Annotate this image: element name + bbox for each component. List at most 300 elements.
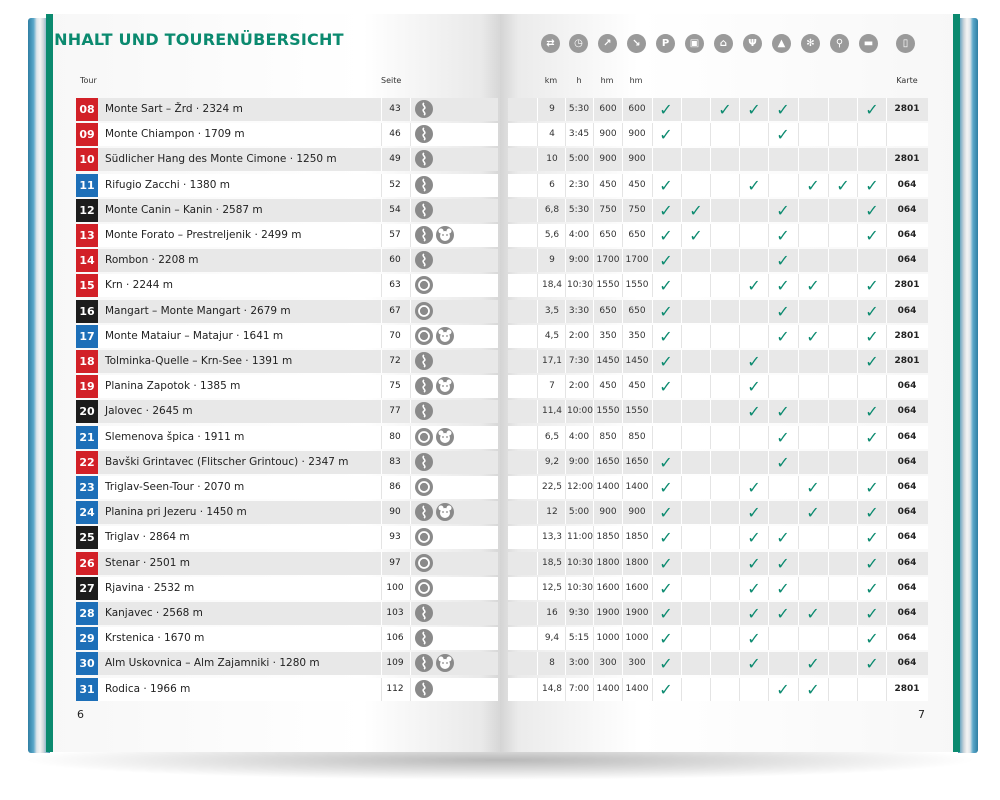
tour-up: 1700 — [596, 255, 620, 265]
tour-down: 1800 — [625, 558, 649, 568]
family-icon — [436, 377, 454, 395]
column-divider — [593, 148, 594, 171]
column-divider — [622, 174, 623, 197]
column-divider — [681, 249, 682, 272]
column-divider — [739, 451, 740, 474]
column-divider — [622, 199, 623, 222]
tour-name: Monte Chiampon · 1709 m — [105, 128, 245, 140]
table-row — [76, 350, 498, 373]
page-ref: 60 — [389, 255, 401, 265]
map-number: 064 — [897, 633, 917, 643]
table-row — [76, 148, 498, 171]
column-divider — [622, 249, 623, 272]
column-divider — [857, 123, 858, 146]
column-divider — [652, 451, 653, 474]
tour-down: 1900 — [625, 608, 649, 618]
column-divider — [828, 627, 829, 650]
difficulty-medium-icon — [415, 503, 433, 521]
tour-h: 10:30 — [567, 583, 593, 593]
column-divider — [886, 451, 887, 474]
column-divider — [798, 98, 799, 121]
column-divider — [565, 148, 566, 171]
column-divider — [652, 300, 653, 323]
check-icon: ✓ — [659, 503, 673, 522]
column-divider — [622, 577, 623, 600]
tour-down: 900 — [628, 129, 646, 139]
column-divider — [565, 577, 566, 600]
family-icon — [436, 428, 454, 446]
tour-km: 5,6 — [544, 230, 560, 240]
column-divider — [537, 577, 538, 600]
column-divider — [537, 350, 538, 373]
column-divider — [681, 602, 682, 625]
tour-number: 12 — [76, 199, 98, 222]
column-divider — [739, 274, 740, 297]
column-divider — [410, 552, 411, 575]
tour-name: Tolminka-Quelle – Krn-See · 1391 m — [105, 355, 293, 367]
column-divider — [798, 552, 799, 575]
page-ref: 43 — [389, 104, 401, 114]
tour-number: 13 — [76, 224, 98, 247]
column-divider — [828, 426, 829, 449]
column-divider — [768, 451, 769, 474]
column-divider — [828, 501, 829, 524]
column-divider — [710, 199, 711, 222]
difficulty-medium-icon — [415, 150, 433, 168]
header-km: km — [544, 76, 558, 85]
check-icon: ✓ — [865, 327, 879, 346]
tour-up: 1550 — [596, 406, 620, 416]
difficulty-medium-icon — [415, 251, 433, 269]
tour-name: Stenar · 2501 m — [105, 557, 190, 569]
table-row — [508, 274, 928, 297]
tour-up: 650 — [599, 230, 617, 240]
tour-down: 650 — [628, 230, 646, 240]
tour-name: Krn · 2244 m — [105, 279, 173, 291]
tour-down: 1550 — [625, 280, 649, 290]
column-divider — [593, 400, 594, 423]
check-icon: ✓ — [659, 453, 673, 472]
column-divider — [652, 224, 653, 247]
column-divider — [710, 678, 711, 701]
check-icon: ✓ — [865, 579, 879, 598]
tour-h: 3:00 — [568, 658, 590, 668]
page-ref: 70 — [389, 331, 401, 341]
column-divider — [739, 476, 740, 499]
check-icon: ✓ — [776, 251, 790, 270]
column-divider — [622, 451, 623, 474]
tour-h: 5:00 — [568, 154, 590, 164]
hut-icon: ▲ — [772, 34, 791, 53]
column-divider — [622, 627, 623, 650]
page-ref: 109 — [386, 658, 404, 668]
winter-icon: ✻ — [801, 34, 820, 53]
tour-down: 1000 — [625, 633, 649, 643]
check-icon: ✓ — [776, 554, 790, 573]
tour-down: 650 — [628, 306, 646, 316]
column-divider — [537, 375, 538, 398]
tour-up: 450 — [599, 180, 617, 190]
tour-up: 1400 — [596, 684, 620, 694]
column-divider — [565, 274, 566, 297]
column-divider — [739, 602, 740, 625]
column-divider — [857, 199, 858, 222]
column-divider — [652, 476, 653, 499]
page-number-right: 7 — [918, 708, 925, 721]
table-row — [76, 501, 498, 524]
table-row — [76, 274, 498, 297]
column-divider — [652, 400, 653, 423]
tour-number: 26 — [76, 552, 98, 575]
check-icon: ✓ — [836, 176, 850, 195]
column-divider — [768, 375, 769, 398]
tour-h: 3:30 — [568, 306, 590, 316]
column-divider — [652, 426, 653, 449]
tour-down: 1650 — [625, 457, 649, 467]
column-divider — [410, 274, 411, 297]
tour-h: 9:00 — [568, 457, 590, 467]
check-icon: ✓ — [776, 579, 790, 598]
table-row — [76, 552, 498, 575]
check-icon: ✓ — [806, 680, 820, 699]
column-divider — [622, 501, 623, 524]
column-divider — [828, 300, 829, 323]
column-divider — [798, 148, 799, 171]
table-row — [76, 451, 498, 474]
column-divider — [768, 174, 769, 197]
table-row — [76, 652, 498, 675]
column-divider — [768, 652, 769, 675]
difficulty-medium-icon — [415, 604, 433, 622]
column-divider — [828, 274, 829, 297]
tour-name: Kanjavec · 2568 m — [105, 607, 203, 619]
column-divider — [622, 400, 623, 423]
header-hm-down: hm — [629, 76, 643, 85]
tour-number: 17 — [76, 325, 98, 348]
column-divider — [710, 224, 711, 247]
table-row — [508, 476, 928, 499]
check-icon: ✓ — [776, 604, 790, 623]
page-ref: 83 — [389, 457, 401, 467]
column-divider — [681, 224, 682, 247]
page-ref: 49 — [389, 154, 401, 164]
table-row — [76, 300, 498, 323]
column-divider — [622, 148, 623, 171]
column-divider — [593, 602, 594, 625]
tour-up: 750 — [599, 205, 617, 215]
column-divider — [410, 325, 411, 348]
column-divider — [652, 199, 653, 222]
column-divider — [710, 325, 711, 348]
column-divider — [798, 526, 799, 549]
column-divider — [565, 552, 566, 575]
column-divider — [622, 652, 623, 675]
tour-h: 2:30 — [568, 180, 590, 190]
column-divider — [593, 501, 594, 524]
tour-h: 12:00 — [567, 482, 593, 492]
column-divider — [857, 678, 858, 701]
column-divider — [739, 174, 740, 197]
tour-km: 8 — [549, 658, 555, 668]
column-divider — [710, 375, 711, 398]
column-divider — [537, 526, 538, 549]
table-row — [76, 678, 498, 701]
tour-km: 16 — [546, 608, 558, 618]
tour-down: 850 — [628, 432, 646, 442]
tour-down: 450 — [628, 381, 646, 391]
column-divider — [537, 249, 538, 272]
tour-name: Planina Zapotok · 1385 m — [105, 380, 241, 392]
tour-h: 7:30 — [568, 356, 590, 366]
tour-name: Monte Canin – Kanin · 2587 m — [105, 204, 263, 216]
column-divider — [652, 552, 653, 575]
column-divider — [652, 123, 653, 146]
column-divider — [739, 501, 740, 524]
tour-h: 2:00 — [568, 331, 590, 341]
column-divider — [768, 98, 769, 121]
tour-down: 1450 — [625, 356, 649, 366]
column-divider — [593, 652, 594, 675]
tour-km: 4 — [549, 129, 555, 139]
parking-icon: P — [656, 34, 675, 53]
map-number: 064 — [897, 255, 917, 265]
check-icon: ✓ — [659, 276, 673, 295]
tour-number: 16 — [76, 300, 98, 323]
column-divider — [768, 678, 769, 701]
check-icon: ✓ — [865, 402, 879, 421]
column-divider — [410, 123, 411, 146]
column-divider — [622, 476, 623, 499]
column-divider — [739, 350, 740, 373]
tour-h: 4:00 — [568, 432, 590, 442]
column-divider — [565, 174, 566, 197]
column-divider — [798, 627, 799, 650]
column-divider — [798, 199, 799, 222]
check-icon: ✓ — [747, 503, 761, 522]
column-divider — [739, 224, 740, 247]
tour-km: 9,4 — [544, 633, 560, 643]
tour-up: 900 — [599, 129, 617, 139]
map-number: 2801 — [894, 154, 920, 164]
column-divider — [681, 325, 682, 348]
tour-km: 7 — [549, 381, 555, 391]
column-divider — [652, 98, 653, 121]
column-divider — [537, 400, 538, 423]
column-divider — [886, 627, 887, 650]
check-icon: ✓ — [659, 125, 673, 144]
column-divider — [710, 652, 711, 675]
check-icon: ✓ — [747, 377, 761, 396]
column-divider — [886, 400, 887, 423]
tour-up: 1450 — [596, 356, 620, 366]
tour-km: 6,8 — [544, 205, 560, 215]
check-icon: ✓ — [747, 276, 761, 295]
difficulty-hard-icon — [415, 276, 433, 294]
column-divider — [768, 123, 769, 146]
table-row — [76, 224, 498, 247]
page-number-left: 6 — [77, 708, 84, 721]
page-ref: 67 — [389, 306, 401, 316]
header-seite: Seite — [381, 76, 402, 85]
column-divider — [681, 400, 682, 423]
tour-h: 10:30 — [567, 558, 593, 568]
column-divider — [652, 577, 653, 600]
column-divider — [410, 350, 411, 373]
column-divider — [798, 501, 799, 524]
column-divider — [652, 174, 653, 197]
map-number: 2801 — [894, 104, 920, 114]
check-icon: ✓ — [806, 276, 820, 295]
tour-name: Monte Forato – Prestreljenik · 2499 m — [105, 229, 302, 241]
page-ref: 112 — [386, 684, 404, 694]
check-icon: ✓ — [865, 176, 879, 195]
column-divider — [537, 652, 538, 675]
column-divider — [828, 652, 829, 675]
column-divider — [857, 501, 858, 524]
page-ref: 57 — [389, 230, 401, 240]
accent-bar-left — [46, 14, 53, 752]
tour-number: 21 — [76, 426, 98, 449]
column-divider — [798, 400, 799, 423]
difficulty-medium-icon — [415, 226, 433, 244]
tour-down: 900 — [628, 507, 646, 517]
page-ref: 54 — [389, 205, 401, 215]
column-divider — [593, 224, 594, 247]
table-row — [508, 552, 928, 575]
column-divider — [565, 501, 566, 524]
column-divider — [565, 627, 566, 650]
table-row — [508, 501, 928, 524]
column-divider — [857, 476, 858, 499]
tour-name: Rodica · 1966 m — [105, 683, 191, 695]
table-row — [76, 174, 498, 197]
column-divider — [681, 123, 682, 146]
column-divider — [739, 652, 740, 675]
column-divider — [828, 123, 829, 146]
column-divider — [886, 199, 887, 222]
column-divider — [593, 350, 594, 373]
column-divider — [652, 249, 653, 272]
column-divider — [739, 300, 740, 323]
tour-km: 9 — [549, 104, 555, 114]
column-divider — [652, 148, 653, 171]
page-ref: 46 — [389, 129, 401, 139]
column-divider — [886, 375, 887, 398]
column-divider — [886, 501, 887, 524]
check-icon: ✓ — [865, 100, 879, 119]
column-divider — [652, 678, 653, 701]
page-ref: 100 — [386, 583, 404, 593]
column-divider — [622, 552, 623, 575]
table-row — [76, 199, 498, 222]
tour-name: Südlicher Hang des Monte Cimone · 1250 m — [105, 153, 337, 165]
column-divider — [710, 174, 711, 197]
tour-km: 12,5 — [541, 583, 563, 593]
table-row — [76, 526, 498, 549]
check-icon: ✓ — [659, 377, 673, 396]
page-ref: 106 — [386, 633, 404, 643]
column-divider — [857, 577, 858, 600]
column-divider — [710, 476, 711, 499]
table-row — [76, 627, 498, 650]
check-icon: ✓ — [747, 554, 761, 573]
column-divider — [768, 350, 769, 373]
column-divider — [886, 224, 887, 247]
difficulty-hard-icon — [415, 302, 433, 320]
check-icon: ✓ — [747, 579, 761, 598]
header-karte: Karte — [896, 76, 918, 85]
column-divider — [857, 426, 858, 449]
check-icon: ✓ — [718, 100, 732, 119]
column-divider — [828, 98, 829, 121]
bike-icon: ⚲ — [830, 34, 849, 53]
column-divider — [681, 375, 682, 398]
difficulty-medium-icon — [415, 176, 433, 194]
page-ref: 80 — [389, 432, 401, 442]
column-divider — [828, 602, 829, 625]
table-row — [508, 199, 928, 222]
map-number: 064 — [897, 583, 917, 593]
check-icon: ✓ — [776, 402, 790, 421]
check-icon: ✓ — [659, 251, 673, 270]
column-divider — [565, 325, 566, 348]
page-ref: 90 — [389, 507, 401, 517]
column-divider — [565, 678, 566, 701]
column-divider — [886, 577, 887, 600]
column-divider — [710, 300, 711, 323]
column-divider — [710, 98, 711, 121]
column-divider — [798, 652, 799, 675]
column-divider — [652, 501, 653, 524]
column-divider — [593, 627, 594, 650]
check-icon: ✓ — [865, 654, 879, 673]
column-divider — [593, 199, 594, 222]
table-row — [76, 325, 498, 348]
check-icon: ✓ — [865, 478, 879, 497]
header-tour: Tour — [80, 76, 97, 85]
column-divider — [537, 123, 538, 146]
column-divider — [410, 577, 411, 600]
column-divider — [768, 476, 769, 499]
check-icon: ✓ — [747, 352, 761, 371]
tour-down: 300 — [628, 658, 646, 668]
column-divider — [710, 577, 711, 600]
tour-h: 10:00 — [567, 406, 593, 416]
column-divider — [410, 199, 411, 222]
column-divider — [710, 249, 711, 272]
column-divider — [768, 148, 769, 171]
tour-h: 7:00 — [568, 684, 590, 694]
column-divider — [886, 300, 887, 323]
tour-number: 24 — [76, 501, 98, 524]
column-divider — [739, 375, 740, 398]
check-icon: ✓ — [806, 604, 820, 623]
difficulty-hard-icon — [415, 579, 433, 597]
column-divider — [798, 174, 799, 197]
column-divider — [857, 325, 858, 348]
column-divider — [739, 249, 740, 272]
table-row — [508, 426, 928, 449]
column-divider — [565, 602, 566, 625]
tour-km: 6 — [549, 180, 555, 190]
column-divider — [537, 199, 538, 222]
check-icon: ✓ — [776, 226, 790, 245]
tour-up: 600 — [599, 104, 617, 114]
check-icon: ✓ — [806, 327, 820, 346]
map-number: 064 — [897, 406, 917, 416]
column-divider — [410, 400, 411, 423]
family-icon — [436, 654, 454, 672]
